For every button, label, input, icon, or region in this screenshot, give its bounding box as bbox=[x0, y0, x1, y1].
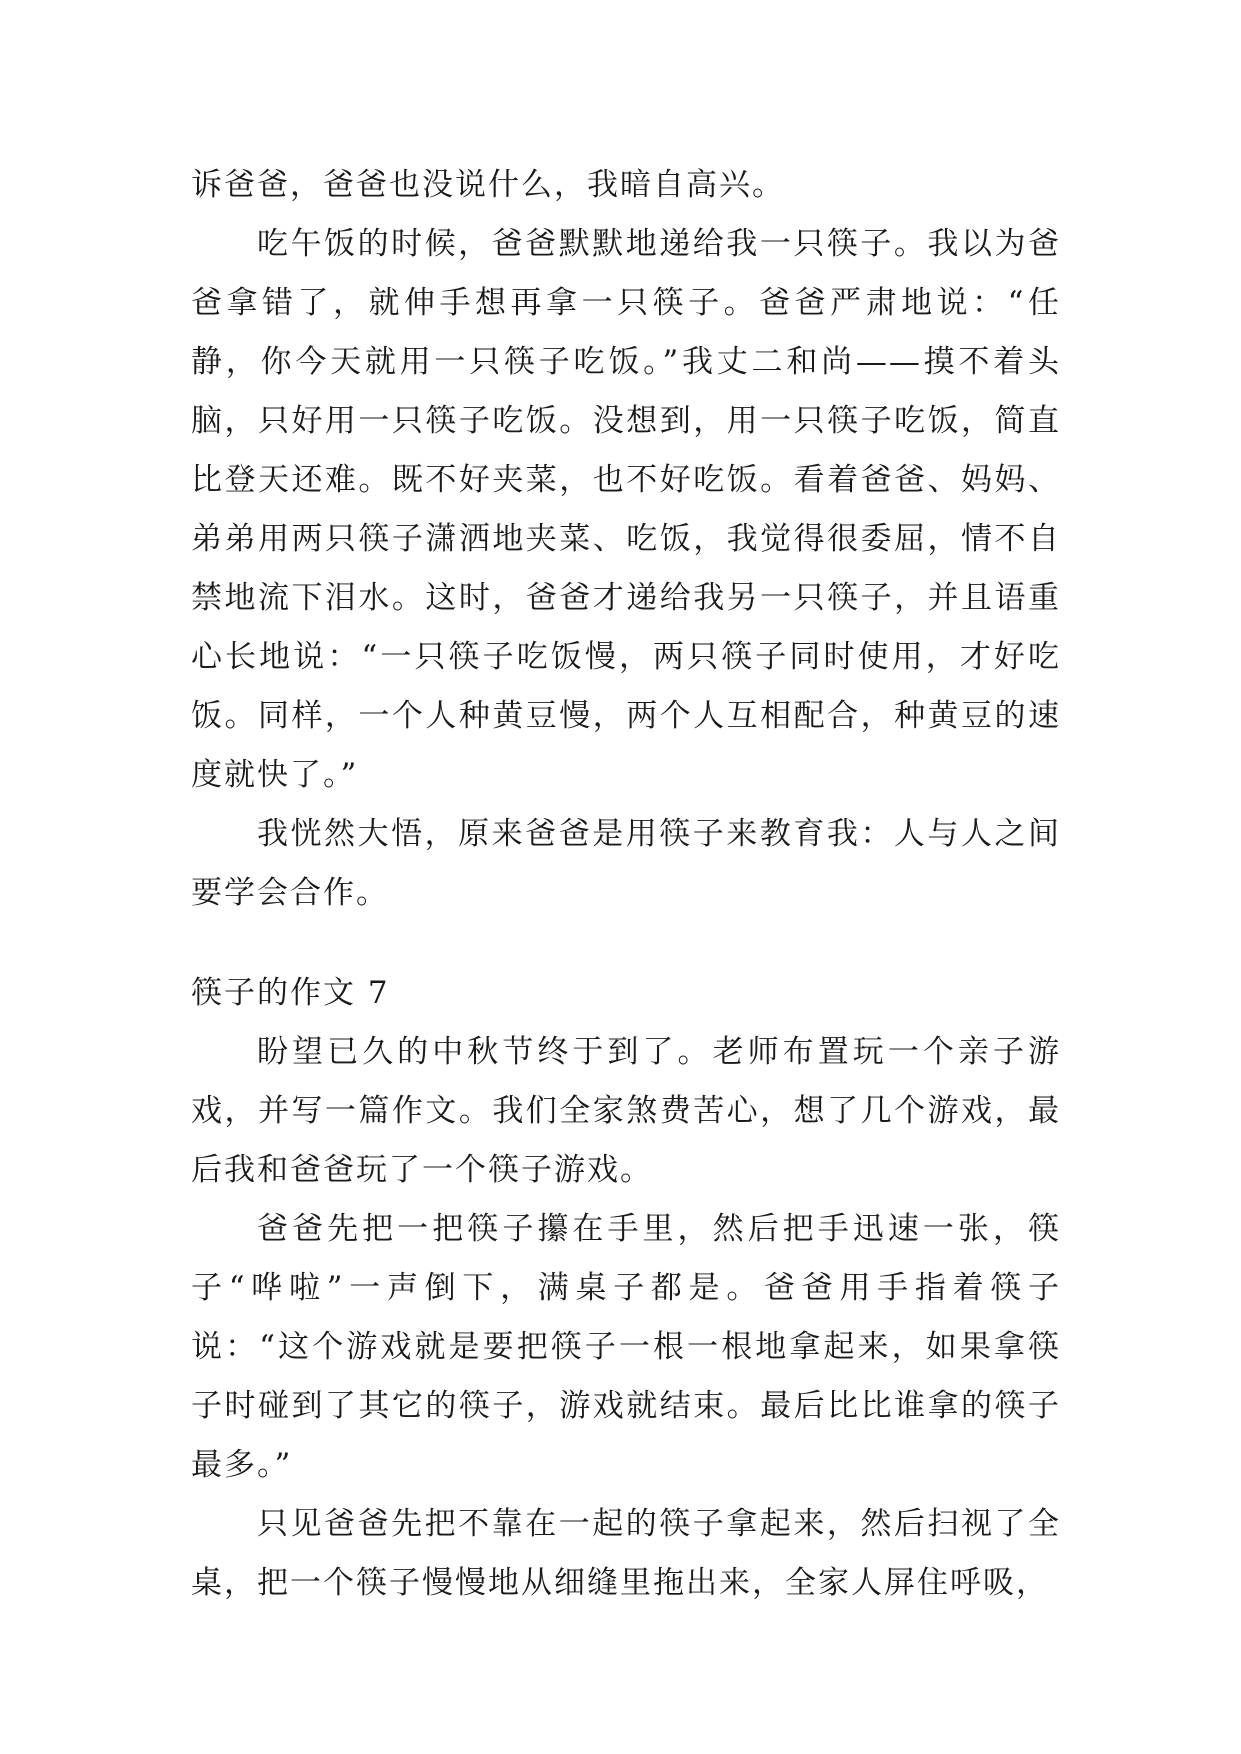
paragraph: 盼望已久的中秋节终于到了。老师布置玩一个亲子游戏，并写一篇作文。我们全家煞费苦心，想了几个游戏，最后我和爸爸玩了一个筷子游戏。 bbox=[191, 1034, 1061, 1188]
paragraph: 吃午饭的时候，爸爸默默地递给我一只筷子。我以为爸爸拿错了，就伸手想再拿一只筷子。爸爸严肃地说：“任静，你今天就用一只筷子吃饭。”我丈二和尚——摸不着头脑，只好用一只筷子吃饭。没想到，用一只筷子吃饭，简直比登天还难。既不好夹菜，也不好吃饭。看着爸爸、妈妈、弟弟用两只筷子潇洒地夹菜、吃饭，我觉得很委屈，情不自禁地流下泪水。这时，爸爸才递给我另一只筷子，并且语重心长地说：“一只筷子吃饭慢，两只筷子同时使用，才好吃饭。同样，一个人种黄豆慢，两个人互相配合，种黄豆的速度就快了。” bbox=[191, 226, 1061, 793]
paragraph: 我恍然大悟，原来爸爸是用筷子来教育我：人与人之间要学会合作。 bbox=[191, 816, 1061, 911]
paragraph: 只见爸爸先把不靠在一起的筷子拿起来，然后扫视了全桌，把一个筷子慢慢地从细缝里拖出来，全家人屏住呼吸， bbox=[191, 1506, 1061, 1601]
paragraph-continuation: 诉爸爸，爸爸也没说什么，我暗自高兴。 bbox=[191, 167, 785, 203]
section-title: 筷子的作文 7 bbox=[191, 975, 390, 1011]
paragraph: 爸爸先把一把筷子攥在手里，然后把手迅速一张，筷子“哗啦”一声倒下，满桌子都是。爸爸用手指着筷子说：“这个游戏就是要把筷子一根一根地拿起来，如果拿筷子时碰到了其它的筷子，游戏就结束。最后比比谁拿的筷子最多。” bbox=[191, 1211, 1061, 1483]
section-gap bbox=[191, 923, 1061, 964]
document-body bbox=[191, 156, 1061, 1613]
